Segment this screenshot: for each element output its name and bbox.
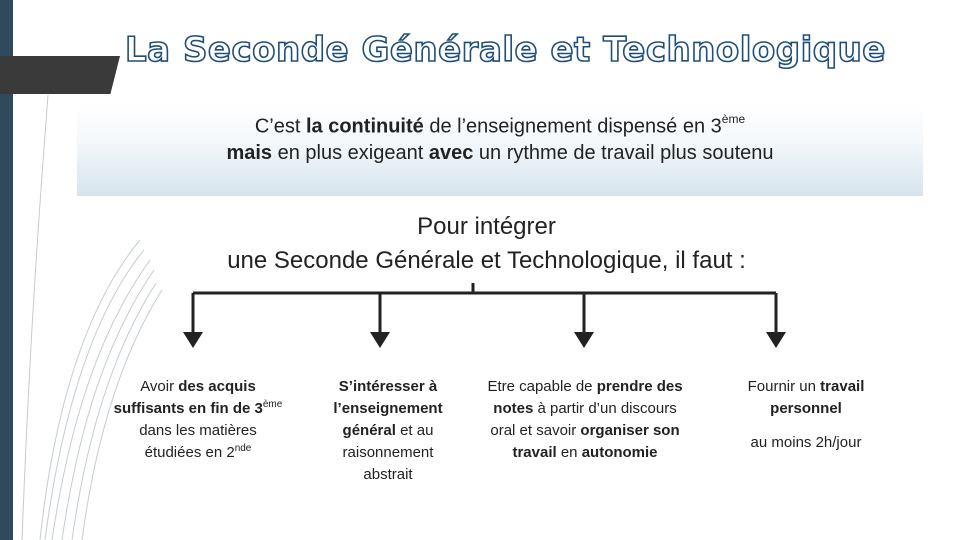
title-accent-tab [0, 56, 120, 94]
req-line-2 [718, 398, 894, 420]
subheading-line-1: Pour intégrer [417, 213, 556, 240]
arrowhead-4 [766, 332, 786, 348]
subheading-box [155, 207, 818, 283]
req-bold: organiser son travail [512, 422, 680, 461]
req-bold: personnel [770, 400, 842, 417]
intro-bold-mais: mais [226, 142, 273, 164]
req-superscript: nde [234, 443, 252, 454]
requirement-enseignement-general [318, 376, 458, 486]
req-text: Fournir un [747, 378, 821, 395]
intro-bold-continuite: la continuité [305, 115, 424, 138]
requirement-travail-personnel [718, 376, 894, 454]
intro-text: de l’enseignement dispensé en 3 [423, 115, 722, 138]
intro-superscript: ème [721, 112, 746, 126]
req-bold: S’intéresser à l’enseignement [333, 378, 443, 417]
intro-banner [77, 104, 923, 196]
req-text: dans les matières étudiées en 2 [139, 422, 257, 461]
req-bold: général [342, 422, 396, 439]
arrowhead-1 [183, 332, 203, 348]
arrowhead-2 [370, 332, 390, 348]
req-bold: travail [820, 378, 865, 395]
req-bold: des acquis suffisants en fin de 3 [113, 378, 263, 417]
intro-bold-avec: avec [428, 142, 474, 164]
requirement-notes-autonomie [484, 376, 686, 464]
req-text: en [556, 444, 582, 461]
intro-text: un rythme de travail plus soutenu [473, 142, 774, 164]
req-bold: autonomie [581, 444, 658, 461]
intro-line-2 [77, 142, 923, 165]
req-text: à partir d’un discours oral et savoir [490, 400, 677, 439]
req-line-3: au moins 2h/jour [750, 434, 862, 451]
arrowhead-3 [574, 332, 594, 348]
slide-title: La Seconde Générale et Technologique [125, 30, 886, 70]
req-superscript: ème [262, 399, 283, 410]
intro-line-1 [77, 114, 923, 139]
req-text: Avoir [140, 378, 179, 395]
req-line-1 [718, 376, 894, 398]
requirement-acquis [113, 376, 283, 464]
req-text: et au raisonnement abstrait [342, 422, 434, 483]
subheading-line-2: une Seconde Générale et Technologique, il faut : [227, 247, 746, 274]
req-bold: prendre des notes [493, 378, 683, 417]
req-text: Etre capable de [487, 378, 597, 395]
intro-text: en plus exigeant [272, 142, 429, 164]
intro-text: C’est [254, 115, 306, 138]
